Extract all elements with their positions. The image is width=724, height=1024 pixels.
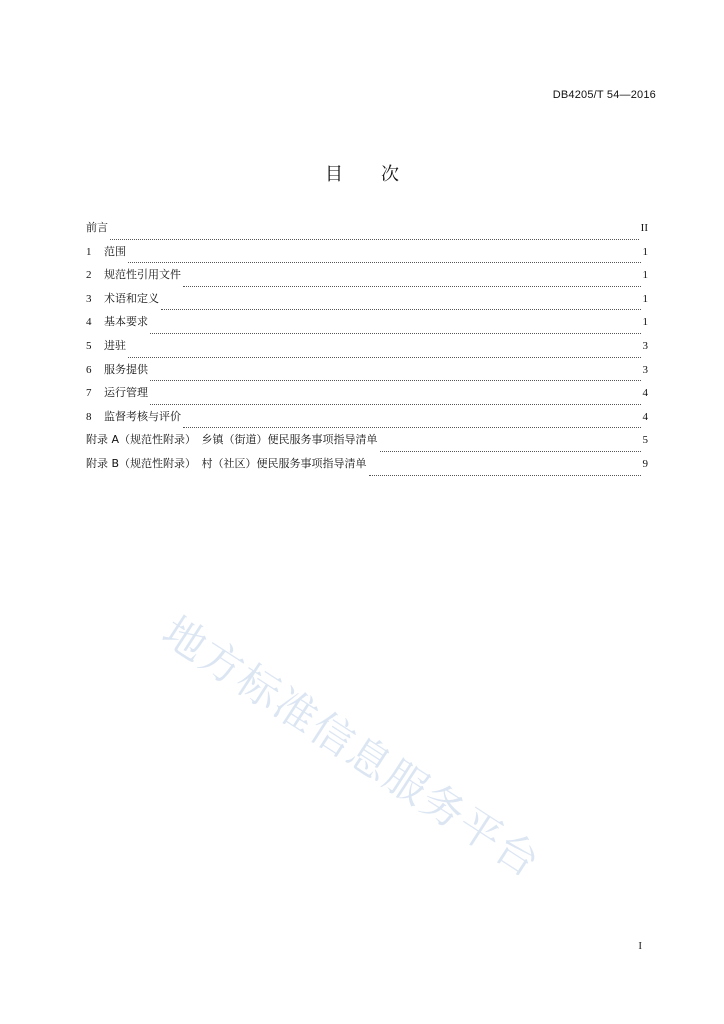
standard-code: DB4205/T 54—2016 [552, 89, 656, 101]
toc-title-char-2: 次 [381, 164, 399, 185]
toc-entry[interactable] [86, 219, 648, 243]
toc-entry[interactable] [86, 243, 648, 267]
dot-leader [128, 261, 641, 263]
dot-leader [150, 403, 641, 405]
toc-entry-page: 1 [642, 316, 648, 329]
toc-entry[interactable] [86, 337, 648, 361]
toc-entry-label: 前言 [86, 221, 108, 234]
toc-entry-label: 术语和定义 [104, 291, 159, 305]
toc-entry-number: 6 [86, 363, 92, 376]
dot-leader [128, 356, 641, 358]
toc-entry-page: 3 [642, 339, 648, 352]
toc-entry[interactable] [86, 313, 648, 337]
toc-entry-number: 1 [86, 245, 92, 258]
dot-leader [161, 308, 641, 310]
toc-entry-label: 规范性引用文件 [104, 268, 181, 282]
toc-entry-number: 7 [86, 387, 92, 400]
toc-entry-label: 进驻 [104, 338, 126, 352]
toc-entry-label: 运行管理 [104, 386, 148, 400]
toc-entry-page: 3 [642, 363, 648, 376]
toc-entry-number: 3 [86, 292, 92, 305]
toc-entry-label: 范围 [104, 244, 126, 258]
toc-entry-page: 5 [642, 434, 648, 447]
toc-entry-page: 1 [642, 292, 648, 305]
dot-leader [150, 332, 641, 334]
toc-entry[interactable] [86, 290, 648, 314]
toc-entry-number: 2 [86, 269, 92, 282]
toc-entry-number: 8 [86, 410, 92, 423]
table-of-contents [86, 219, 648, 479]
toc-entry-label: 附录 A（规范性附录） 乡镇（街道）便民服务事项指导清单 [86, 433, 378, 447]
toc-entry-label: 服务提供 [104, 362, 148, 376]
toc-entry-page: II [640, 222, 648, 234]
toc-entry[interactable] [86, 266, 648, 290]
toc-entry-page: 1 [642, 269, 648, 282]
dot-leader [369, 474, 641, 476]
page-number: I [638, 940, 642, 952]
toc-entry-label: 附录 B（规范性附录） 村（社区）便民服务事项指导清单 [86, 456, 367, 470]
toc-entry-page: 4 [642, 387, 648, 400]
toc-entry-appendix-a[interactable] [86, 431, 648, 455]
toc-entry-page: 4 [642, 410, 648, 423]
toc-entry[interactable] [86, 408, 648, 432]
watermark: 地方标准信息服务平台 [153, 606, 550, 888]
toc-entry-label: 监督考核与评价 [104, 409, 181, 423]
dot-leader [110, 238, 639, 240]
toc-entry-appendix-b[interactable] [86, 455, 648, 479]
toc-entry-page: 1 [642, 245, 648, 258]
toc-title [0, 160, 724, 186]
toc-entry-number: 5 [86, 339, 92, 352]
toc-entry-label: 基本要求 [104, 315, 148, 329]
toc-entry-page: 9 [642, 457, 648, 470]
dot-leader [150, 379, 641, 381]
dot-leader [183, 285, 641, 287]
toc-title-char-1: 目 [325, 164, 343, 185]
toc-entry[interactable] [86, 361, 648, 385]
dot-leader [183, 426, 641, 428]
dot-leader [380, 450, 641, 452]
toc-entry[interactable] [86, 384, 648, 408]
toc-entry-number: 4 [86, 316, 92, 329]
